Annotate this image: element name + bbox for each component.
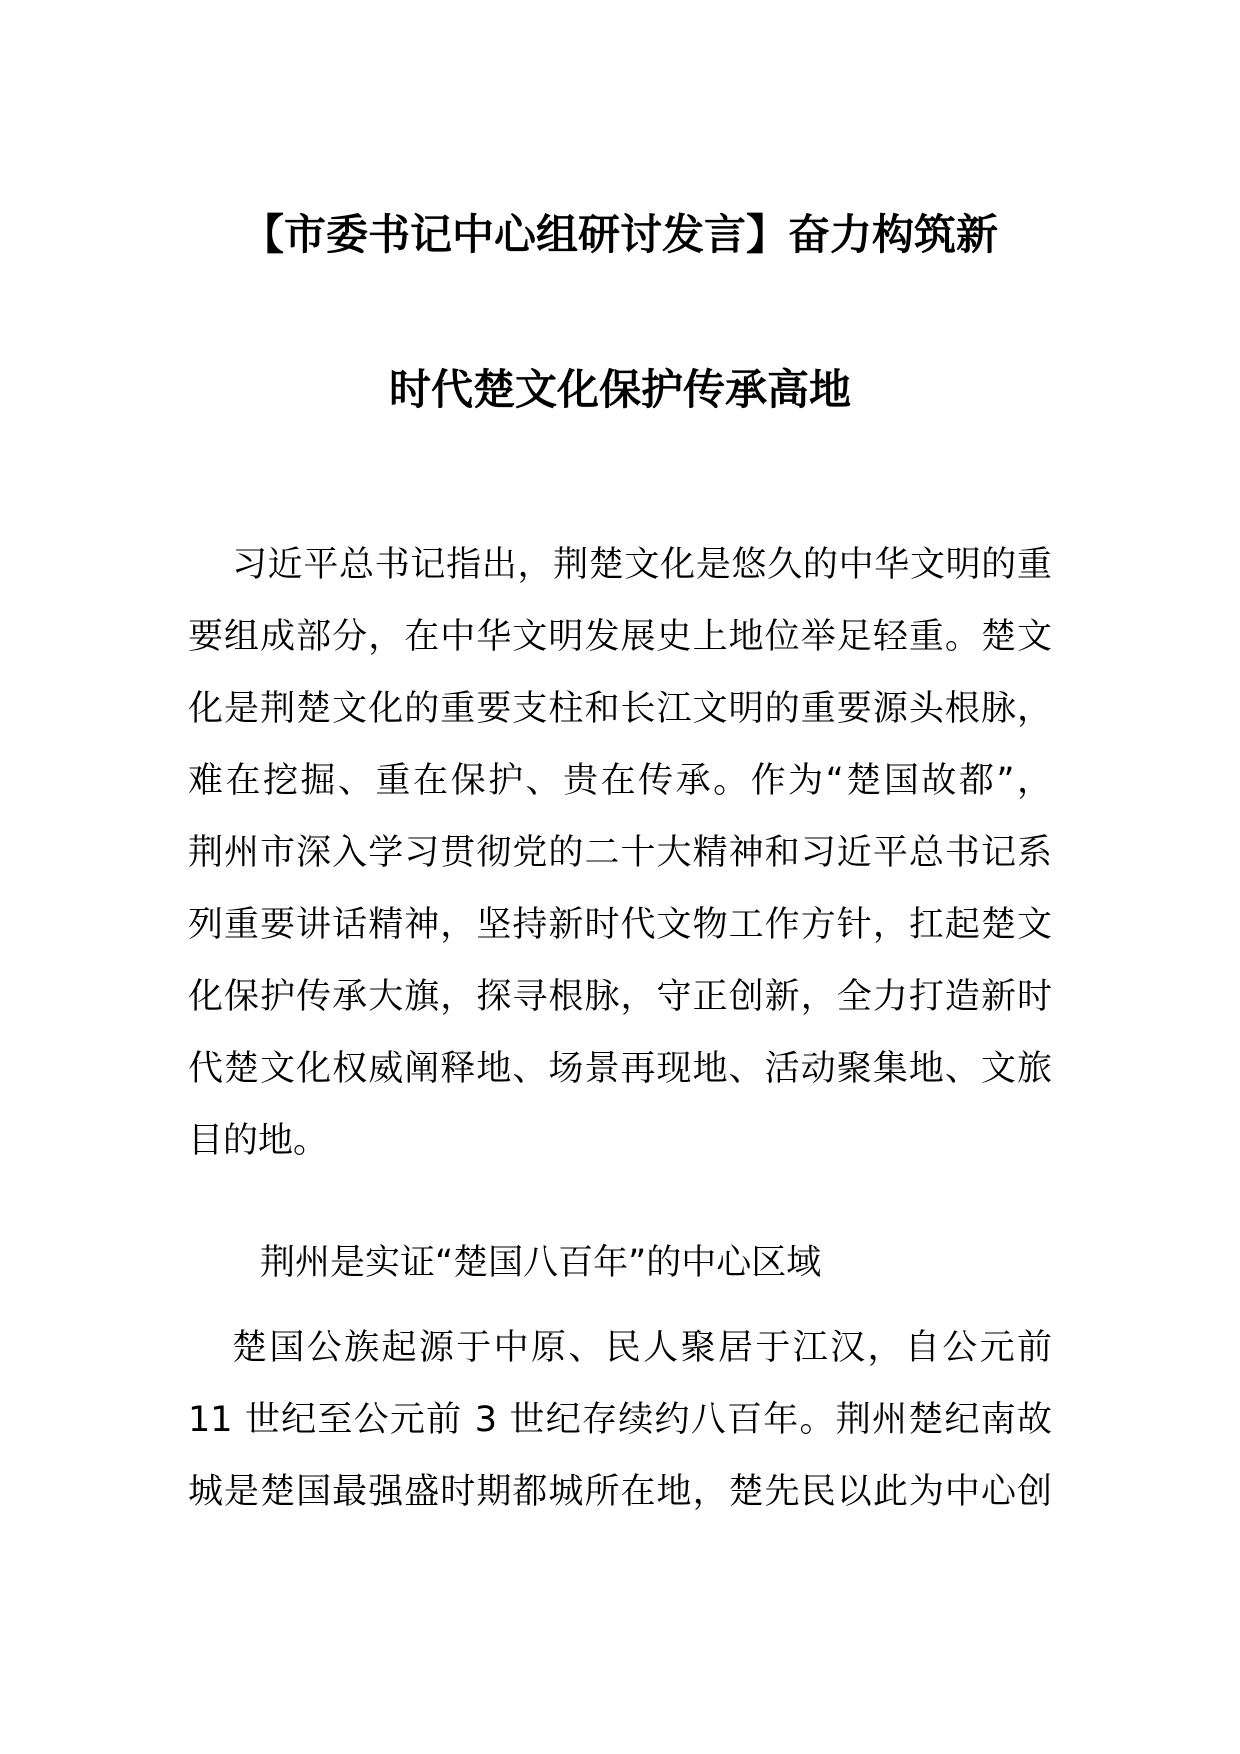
paragraph-1-line-5: 荆州市深入学习贯彻党的二十大精神和习近平总书记系 [188,833,1052,873]
paragraph-1-line-9: 目的地。 [188,1121,329,1161]
paragraph-1-line-1: 习近平总书记指出，荆楚文化是悠久的中华文明的重 [232,545,1052,585]
paragraph-1-line-2: 要组成部分，在中华文明发展史上地位举足轻重。楚文 [188,617,1052,657]
paragraph-1-line-3: 化是荆楚文化的重要支柱和长江文明的重要源头根脉， [188,689,1052,729]
paragraph-1-line-6: 列重要讲话精神，坚持新时代文物工作方针，扛起楚文 [188,905,1052,945]
document-title-line-2: 时代楚文化保护传承高地 [388,365,851,414]
paragraph-2-line-1: 楚国公族起源于中原、民人聚居于江汉，自公元前 [232,1328,1052,1368]
section-subheading: 荆州是实证“楚国八百年”的中心区域 [260,1243,822,1283]
document-title-line-1: 【市委书记中心组研讨发言】奋力构筑新 [241,210,998,259]
paragraph-1-line-7: 化保护传承大旗，探寻根脉，守正创新，全力打造新时 [188,977,1052,1017]
paragraph-1-line-8: 代楚文化权威阐释地、场景再现地、活动聚集地、文旅 [188,1049,1052,1089]
paragraph-2-line-3: 城是楚国最强盛时期都城所在地，楚先民以此为中心创 [188,1472,1052,1512]
paragraph-1-line-4: 难在挖掘、重在保护、贵在传承。作为“楚国故都”， [188,761,1052,801]
paragraph-2-line-2: 11 世纪至公元前 3 世纪存续约八百年。荆州楚纪南故 [188,1400,1052,1440]
